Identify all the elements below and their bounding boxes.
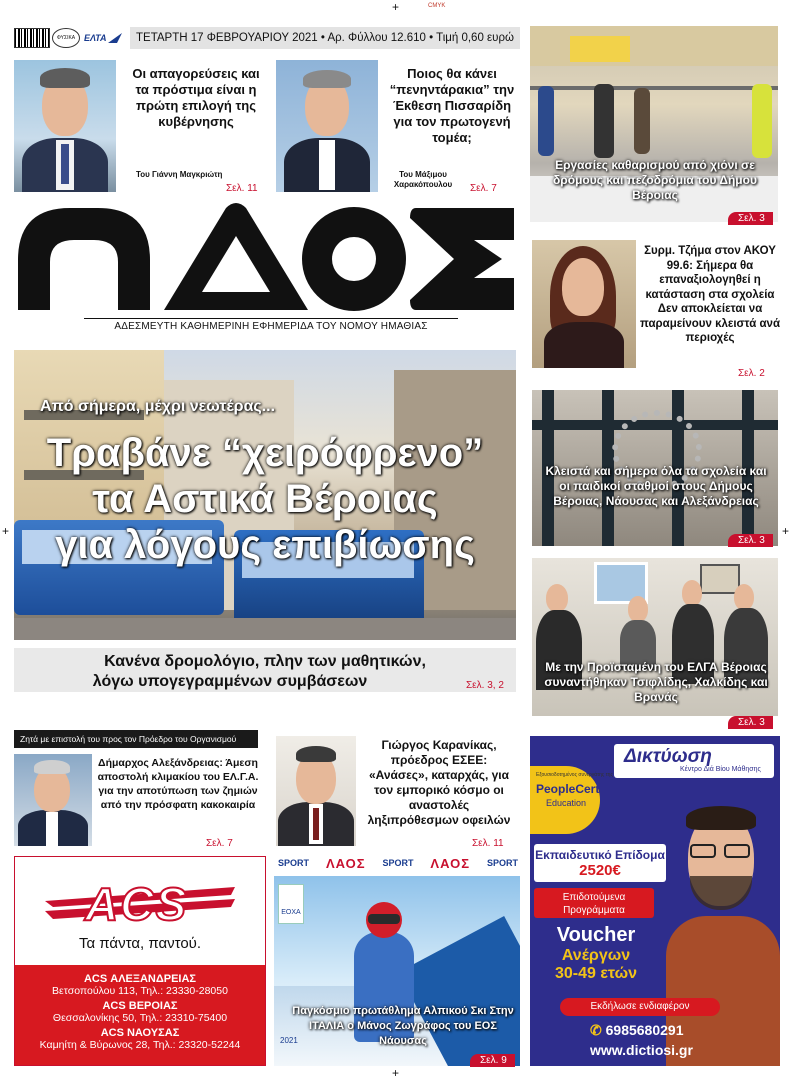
mayor-story-text[interactable]: Δήμαρχος Αλεξάνδρειας: Άμεση αποστολή κλιμακίου του ΕΛ.Γ.Α. για την αποτύπωση των ζημιών από την πρόσφατη κακοκαιρία (97, 757, 259, 811)
tzima-caption[interactable]: Συρμ. Τζήμα στον ΑΚΟΥ 99.6: Σήμερα θα επαναξιολογηθεί η κατάσταση στα σχολεία Δεν αποκλείεται να παραμείνουν κλειστά ανά περιοχές (639, 245, 781, 344)
elga-meeting-page: Σελ. 3 (728, 716, 773, 729)
phone-number: 6985680291 (605, 1022, 684, 1038)
ski-page: Σελ. 9 (470, 1054, 515, 1067)
registration-mark-top: + (392, 0, 400, 14)
magkriotis-photo (14, 60, 116, 192)
acs-slogan: Τα πάντα, παντού. (78, 935, 202, 952)
esee-story-page: Σελ. 11 (472, 838, 504, 849)
lead-story-kicker: Από σήμερα, μέχρι νεωτέρας... (40, 398, 276, 415)
top-story-1-page: Σελ. 11 (226, 183, 258, 194)
phone-icon: ✆ (590, 1022, 602, 1038)
ski-caption[interactable]: Παγκόσμιο πρωτάθλημα Αλπικού Σκι Στην ΙΤΑΛΙΑ ο Μάνος Ζωγράφος του ΕΟΣ Νάουσας (292, 1005, 514, 1047)
elga-meeting-caption[interactable]: Με την Προϊσταμένη του ΕΛΓΑ Βέροιας συναντήθηκαν Τσιφλίδης, Χαλκίδης και Βρανάς (544, 660, 768, 704)
snow-cleaning-page: Σελ. 3 (728, 212, 773, 225)
acs-branch-2-name: ACS ΒΕΡΟΙΑΣ (102, 1000, 178, 1012)
sport-banner-2: ΛΑΟΣ (325, 855, 366, 871)
acs-branch-3-name: ACS ΝΑΟΥΣΑΣ (100, 1027, 180, 1039)
benefit-amount: 2520€ (579, 862, 621, 879)
lead-subline-1: Κανένα δρομολόγιο, πλην των μαθητικών, (104, 653, 426, 670)
top-story-2-page: Σελ. 7 (470, 183, 497, 194)
dictiosi-tagline: Κέντρο Διά Βίου Μάθησης (680, 766, 761, 773)
peoplecert-logo: PeopleCert (536, 782, 600, 796)
mayor-story-page: Σελ. 7 (206, 838, 233, 849)
dateline: ΤΕΤΑΡΤΗ 17 ΦΕΒΡΟΥΑΡΙΟΥ 2021 • Αρ. Φύλλου 12.610 • Τιμή 0,60 ευρώ (130, 27, 520, 49)
cta-button[interactable]: Εκδήλωσε ενδιαφέρον (560, 998, 720, 1016)
dictiosi-ad[interactable] (530, 736, 780, 1066)
acs-brand: ACS (85, 878, 189, 930)
karanikas-photo (276, 736, 356, 846)
voucher-title: Voucher (556, 924, 636, 946)
elta-label: ΕΛΤΑ (84, 33, 107, 43)
peoplecert-note: Εξουσιοδοτημένος συνεργάτης της (536, 772, 613, 778)
programs-label: Επιδοτούμενα Προγράμματα (534, 888, 654, 918)
lead-story-page: Σελ. 3, 2 (466, 680, 504, 691)
masthead-logo (14, 200, 520, 312)
lead-story-subline (14, 652, 516, 692)
lead-story-headline[interactable] (14, 430, 516, 568)
lead-headline-line-2: τα Αστικά Βέροιας (92, 477, 438, 521)
eoxa-badge: ΕΟΧΑ (278, 884, 304, 924)
acs-branches (15, 965, 265, 1065)
charakopoulos-photo (276, 60, 378, 192)
acs-branch-1-name: ACS ΑΛΕΞΑΝΔΡΕΙΑΣ (83, 973, 197, 985)
sport-banner-1: SPORT (278, 858, 310, 868)
lead-headline-line-3: για λόγους επιβίωσης (55, 523, 475, 567)
voucher-age: 30-49 ετών (554, 965, 638, 982)
snow-cleaning-caption[interactable]: Εργασίες καθαρισμού από χιόνι σε δρόμους και πεζοδρόμια του Δήμου Βέροιας (553, 158, 757, 202)
barcode-icon (14, 28, 50, 48)
lead-headline-line-1: Τραβάνε “χειρόφρενο” (46, 431, 484, 475)
benefit-title: Εκπαιδευτικό Επίδομα (535, 848, 665, 862)
mayor-photo (14, 754, 92, 846)
acs-branch-3-address: Καμηίτη & Βύρωνος 28, Τηλ.: 23320-52244 (39, 1039, 241, 1051)
dictiosi-phone[interactable] (590, 1022, 684, 1039)
acs-ad[interactable] (14, 856, 266, 1066)
tzima-photo (532, 240, 636, 368)
elta-logo (84, 28, 128, 48)
voucher-block (534, 924, 658, 983)
registration-mark-right: + (782, 524, 790, 538)
top-story-2-author: Του Μάξιμου Χαρακόπουλου (393, 170, 453, 189)
closed-schools-page: Σελ. 3 (728, 534, 773, 547)
championship-year: 2021 (280, 1036, 298, 1045)
sport-banner-4: ΛΑΟΣ (430, 855, 471, 871)
voucher-target: Ανέργων (561, 947, 631, 964)
registration-mark-left: + (2, 524, 10, 538)
tzima-page: Σελ. 2 (738, 368, 765, 379)
cmyk-mark: CMYK (428, 3, 446, 9)
top-story-1-author: Του Γιάννη Μαγκριώτη (136, 170, 223, 179)
dictiosi-brand: Δικτύωση (624, 746, 712, 767)
stamp-icon (107, 32, 123, 44)
mayor-story-kicker: Ζητά με επιστολή του προς τον Πρόεδρο του Οργανισμού (14, 730, 258, 748)
esee-story-text[interactable]: Γιώργος Καρανίκας, πρόεδρος ΕΣΕΕ: «Ανάσες», καταρχάς, για τον εμπορικό κόσμο οι αναστολές ληξιπρόθεσμων οφειλών (367, 738, 511, 827)
publisher-logo: ΦΥΣΙΚΑ (52, 28, 80, 48)
top-story-1-headline[interactable]: Οι απαγορεύσεις και τα πρόστιμα είναι η πρώτη επιλογή της κυβέρνησης (132, 66, 260, 129)
registration-mark-bottom: + (392, 1066, 400, 1080)
sport-banner (278, 854, 518, 872)
masthead-subtitle: ΑΔΕΣΜΕΥΤΗ ΚΑΘΗΜΕΡΙΝΗ ΕΦΗΜΕΡΙΔΑ ΤΟΥ ΝΟΜΟΥ ΗΜΑΘΙΑΣ (84, 318, 458, 332)
benefit-box (534, 844, 666, 882)
lead-subline-2: λόγω υπογεγραμμένων συμβάσεων (92, 673, 368, 690)
sport-banner-3: SPORT (382, 858, 414, 868)
acs-branch-1-address: Βετσοπούλου 113, Τηλ.: 23330-28050 (52, 985, 228, 997)
acs-branch-2-address: Θεσσαλονίκης 50, Τηλ.: 23310-75400 (52, 1012, 228, 1024)
top-story-2-headline[interactable]: Ποιος θα κάνει “πενηντάρακια” την Έκθεση Πισσαρίδη για τον πρωτογενή τομέα; (389, 66, 515, 145)
sport-banner-5: SPORT (486, 858, 518, 868)
peoplecert-sub: Education (546, 798, 587, 808)
masthead-letters (14, 200, 520, 312)
closed-schools-caption[interactable]: Κλειστά και σήμερα όλα τα σχολεία και οι παιδικοί σταθμοί στους Δήμους Βέροιας, Νάουσας και Αλεξάνδρειας (545, 464, 767, 508)
dictiosi-url[interactable]: www.dictiosi.gr (590, 1042, 693, 1058)
